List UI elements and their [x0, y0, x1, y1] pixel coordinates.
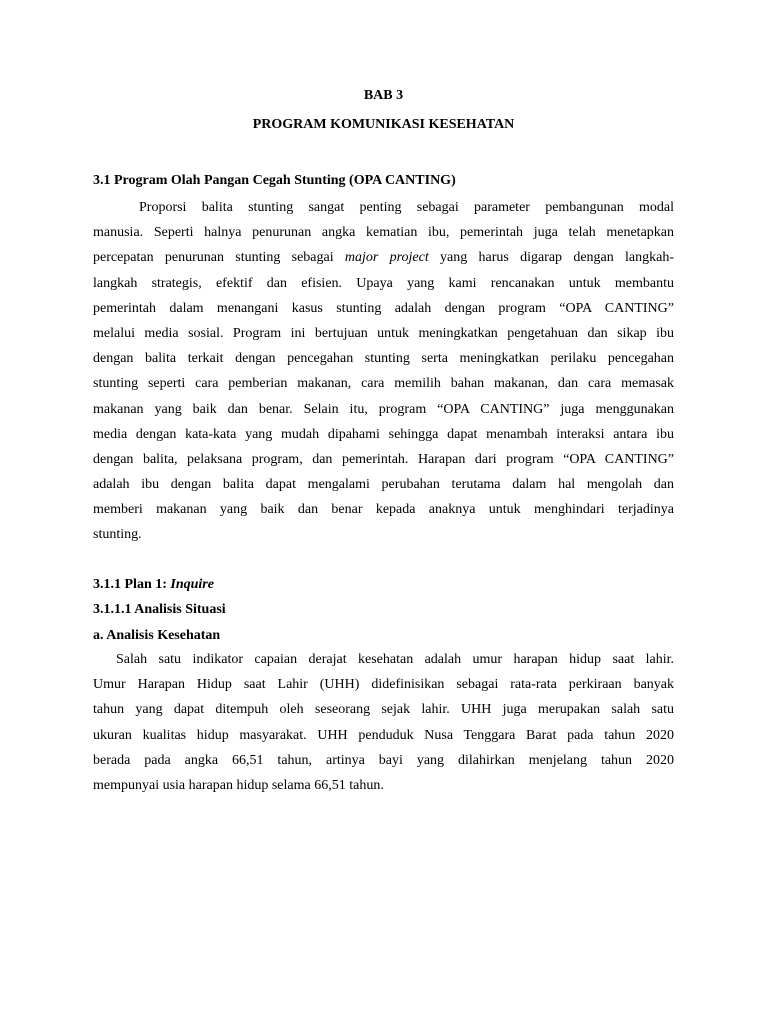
paragraph-line: [93, 199, 674, 224]
line-text: percepatan penurunan stunting sebagai: [93, 250, 345, 266]
chapter-title: PROGRAM KOMUNIKASI KESEHATAN: [252, 117, 515, 132]
paragraph-line: [93, 451, 674, 476]
paragraph-line: [93, 651, 674, 676]
subsection-heading-analisis-kesehatan: a. Analisis Kesehatan: [93, 628, 221, 643]
line-text: Salah satu indikator capaian derajat kesehatan adalah umur harapan hidup saat lahir.: [116, 652, 674, 667]
paragraph-analisis-kesehatan: [93, 651, 674, 802]
paragraph-line: [93, 676, 674, 701]
paragraph-line: [93, 727, 674, 752]
line-text: melalui media sosial. Program ini bertujuan untuk meningkatkan pengetahuan dan sikap ibu: [93, 325, 674, 341]
line-text: makanan yang baik dan benar. Selain itu, program “OPA CANTING” juga menggunakan: [93, 401, 674, 417]
line-text: berada pada angka 66,51 tahun, artinya bayi yang dilahirkan menjelang tahun 2020: [93, 752, 674, 768]
paragraph-line: [93, 701, 674, 726]
line-text: tahun yang dapat ditempuh oleh seseorang sejak lahir. UHH juga merupakan salah satu: [93, 702, 674, 718]
section-heading-3-1-1: [93, 576, 214, 594]
line-emphasis: major project: [344, 250, 429, 266]
line-text: Proporsi balita stunting sangat penting sebagai parameter pembangunan modal: [139, 200, 674, 215]
paragraph-line: [93, 375, 674, 400]
line-text: memberi makanan yang baik dan benar kepada anaknya untuk menghindari terjadinya: [93, 502, 674, 518]
line-text: mempunyai usia harapan hidup selama 66,51 tahun.: [93, 777, 384, 793]
paragraph-opa-canting: [93, 199, 674, 552]
line-text: ukuran kualitas hidup masyarakat. UHH penduduk Nusa Tenggara Barat pada tahun 2020: [93, 727, 674, 743]
paragraph-line: [93, 401, 674, 426]
line-text: dengan balita terkait dengan pencegahan stunting serta meningkatkan perilaku pencegahan: [93, 351, 674, 367]
line-text: dengan balita, pelaksana program, dan pemerintah. Harapan dari program “OPA CANTING”: [93, 451, 674, 467]
paragraph-line: [93, 752, 674, 777]
paragraph-line: [93, 224, 674, 249]
paragraph-line: [93, 350, 674, 375]
line-text: langkah strategis, efektif dan efisien. Upaya yang kami rencanakan untuk membantu: [93, 275, 674, 291]
paragraph-line: [93, 426, 674, 451]
paragraph-line: [93, 249, 674, 274]
line-text: media dengan kata-kata yang mudah dipahami sehingga dapat menambah interaksi antara ibu: [93, 426, 674, 442]
paragraph-line: [93, 325, 674, 350]
line-text: stunting seperti cara pemberian makanan, cara memilih bahan makanan, dan cara memasak: [93, 376, 674, 392]
line-text: stunting.: [93, 527, 142, 543]
section-heading-3-1: 3.1 Program Olah Pangan Cegah Stunting (OPA CANTING): [93, 173, 456, 188]
paragraph-line: [93, 777, 674, 802]
paragraph-line: [93, 501, 674, 526]
line-text: yang harus digarap dengan langkah-: [428, 250, 674, 266]
line-text: adalah ibu dengan balita dapat mengalami perubahan terutama dalam hal mengolah dan: [93, 477, 674, 493]
paragraph-line: [93, 476, 674, 501]
line-text: Umur Harapan Hidup saat Lahir (UHH) didefinisikan sebagai rata-rata perkiraan banyak: [93, 677, 674, 693]
line-text: pemerintah dalam menangani kasus stunting adalah dengan program “OPA CANTING”: [93, 300, 674, 316]
section-heading-3-1-1-1: 3.1.1.1 Analisis Situasi: [93, 602, 226, 617]
paragraph-line: [93, 526, 674, 551]
chapter-number: BAB 3: [363, 88, 404, 103]
line-text: manusia. Seperti halnya penurunan angka kematian ibu, pemerintah juga telah menetapkan: [93, 225, 674, 241]
section-heading-3-1-1-prefix: 3.1.1 Plan 1:: [93, 577, 171, 592]
paragraph-line: [93, 275, 674, 300]
section-heading-3-1-1-emphasis: Inquire: [170, 577, 214, 592]
paragraph-line: [93, 300, 674, 325]
